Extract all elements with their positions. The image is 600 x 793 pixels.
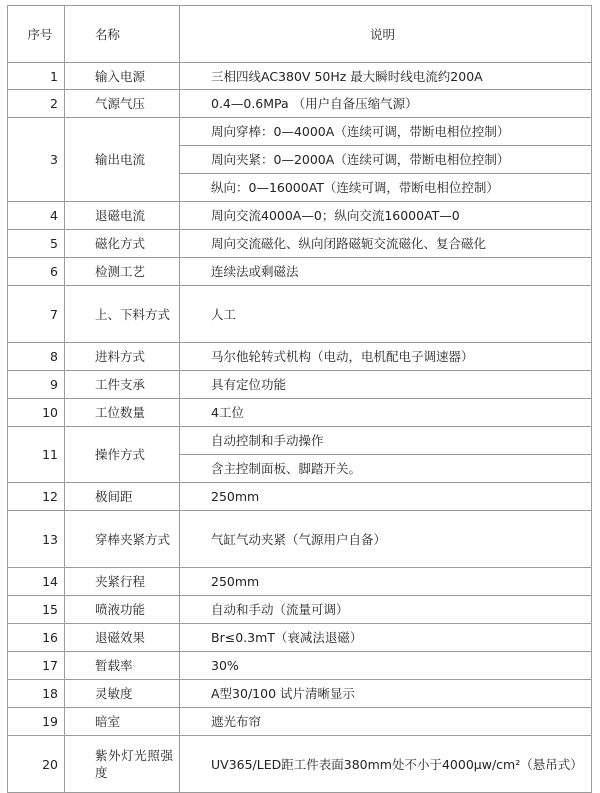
row-description: 周向夹紧：0—2000A（连续可调，带断电相位控制） bbox=[180, 146, 592, 174]
row-description: 30% bbox=[180, 652, 592, 680]
row-name: 操作方式 bbox=[65, 427, 180, 483]
row-description: 周向交流磁化、纵向闭路磁轭交流磁化、复合磁化 bbox=[180, 230, 592, 258]
row-number: 3 bbox=[8, 118, 65, 202]
table-row bbox=[8, 343, 592, 371]
row-name: 退磁电流 bbox=[65, 202, 180, 230]
row-description: 250mm bbox=[180, 568, 592, 596]
row-name: 输入电源 bbox=[65, 63, 180, 90]
header-row bbox=[8, 6, 592, 63]
row-number: 9 bbox=[8, 371, 65, 399]
row-name: 喷液功能 bbox=[65, 596, 180, 624]
row-name: 暂载率 bbox=[65, 652, 180, 680]
table-row bbox=[8, 202, 592, 230]
table-row bbox=[8, 483, 592, 511]
row-name: 工件支承 bbox=[65, 371, 180, 399]
row-name: 磁化方式 bbox=[65, 230, 180, 258]
row-name: 工位数量 bbox=[65, 399, 180, 427]
row-name: 输出电流 bbox=[65, 118, 180, 202]
row-description: 纵向：0—16000AT（连续可调，带断电相位控制） bbox=[180, 174, 592, 202]
table-row bbox=[8, 624, 592, 652]
row-description: 4工位 bbox=[180, 399, 592, 427]
spec-table bbox=[7, 5, 592, 793]
row-description: 遮光布帘 bbox=[180, 708, 592, 736]
table-row bbox=[8, 596, 592, 624]
row-number: 10 bbox=[8, 399, 65, 427]
header-name: 名称 bbox=[65, 6, 180, 63]
table-row bbox=[8, 652, 592, 680]
table-row bbox=[8, 230, 592, 258]
row-description: UV365/LED距工件表面380mm处不小于4000μw/cm²（悬吊式） bbox=[180, 736, 592, 793]
row-description: 人工 bbox=[180, 286, 592, 343]
table-row bbox=[8, 118, 592, 146]
table-row bbox=[8, 371, 592, 399]
table-row bbox=[8, 568, 592, 596]
row-name: 检测工艺 bbox=[65, 258, 180, 286]
row-name: 紫外灯光照强度 bbox=[65, 736, 180, 793]
row-name: 上、下料方式 bbox=[65, 286, 180, 343]
row-description: 0.4—0.6MPa （用户自备压缩气源） bbox=[180, 90, 592, 118]
row-number: 8 bbox=[8, 343, 65, 371]
header-desc: 说明 bbox=[180, 6, 592, 63]
table-row bbox=[8, 736, 592, 793]
row-description: 三相四线AC380V 50Hz 最大瞬时线电流约200A bbox=[180, 63, 592, 90]
table-row bbox=[8, 427, 592, 455]
row-number: 12 bbox=[8, 483, 65, 511]
table-row bbox=[8, 90, 592, 118]
row-description: 周向交流4000A—0；纵向交流16000AT—0 bbox=[180, 202, 592, 230]
row-number: 18 bbox=[8, 680, 65, 708]
table-row bbox=[8, 511, 592, 568]
header-no: 序号 bbox=[8, 6, 65, 63]
table-row bbox=[8, 708, 592, 736]
table-row bbox=[8, 680, 592, 708]
row-name: 进料方式 bbox=[65, 343, 180, 371]
row-number: 4 bbox=[8, 202, 65, 230]
row-number: 16 bbox=[8, 624, 65, 652]
row-name: 暗室 bbox=[65, 708, 180, 736]
row-name: 极间距 bbox=[65, 483, 180, 511]
row-number: 2 bbox=[8, 90, 65, 118]
row-description: 连续法或剩磁法 bbox=[180, 258, 592, 286]
row-description: 自动控制和手动操作 bbox=[180, 427, 592, 455]
row-description: 含主控制面板、脚踏开关。 bbox=[180, 455, 592, 483]
row-number: 6 bbox=[8, 258, 65, 286]
row-number: 14 bbox=[8, 568, 65, 596]
table-row bbox=[8, 399, 592, 427]
row-name: 夹紧行程 bbox=[65, 568, 180, 596]
row-number: 13 bbox=[8, 511, 65, 568]
row-name: 退磁效果 bbox=[65, 624, 180, 652]
table-row bbox=[8, 258, 592, 286]
row-name: 灵敏度 bbox=[65, 680, 180, 708]
row-number: 17 bbox=[8, 652, 65, 680]
row-description: 气缸气动夹紧（气源用户自备） bbox=[180, 511, 592, 568]
row-description: 250mm bbox=[180, 483, 592, 511]
table-row bbox=[8, 286, 592, 343]
row-name: 穿棒夹紧方式 bbox=[65, 511, 180, 568]
row-number: 11 bbox=[8, 427, 65, 483]
row-description: 具有定位功能 bbox=[180, 371, 592, 399]
row-number: 5 bbox=[8, 230, 65, 258]
row-description: Br≤0.3mT（衰减法退磁） bbox=[180, 624, 592, 652]
row-number: 7 bbox=[8, 286, 65, 343]
row-number: 19 bbox=[8, 708, 65, 736]
row-number: 15 bbox=[8, 596, 65, 624]
row-description: 周向穿棒：0—4000A（连续可调，带断电相位控制） bbox=[180, 118, 592, 146]
row-name: 气源气压 bbox=[65, 90, 180, 118]
row-number: 1 bbox=[8, 63, 65, 90]
row-number: 20 bbox=[8, 736, 65, 793]
row-description: 马尔他轮转式机构（电动，电机配电子调速器） bbox=[180, 343, 592, 371]
table-row bbox=[8, 63, 592, 90]
row-description: A型30/100 试片清晰显示 bbox=[180, 680, 592, 708]
row-description: 自动和手动（流量可调） bbox=[180, 596, 592, 624]
